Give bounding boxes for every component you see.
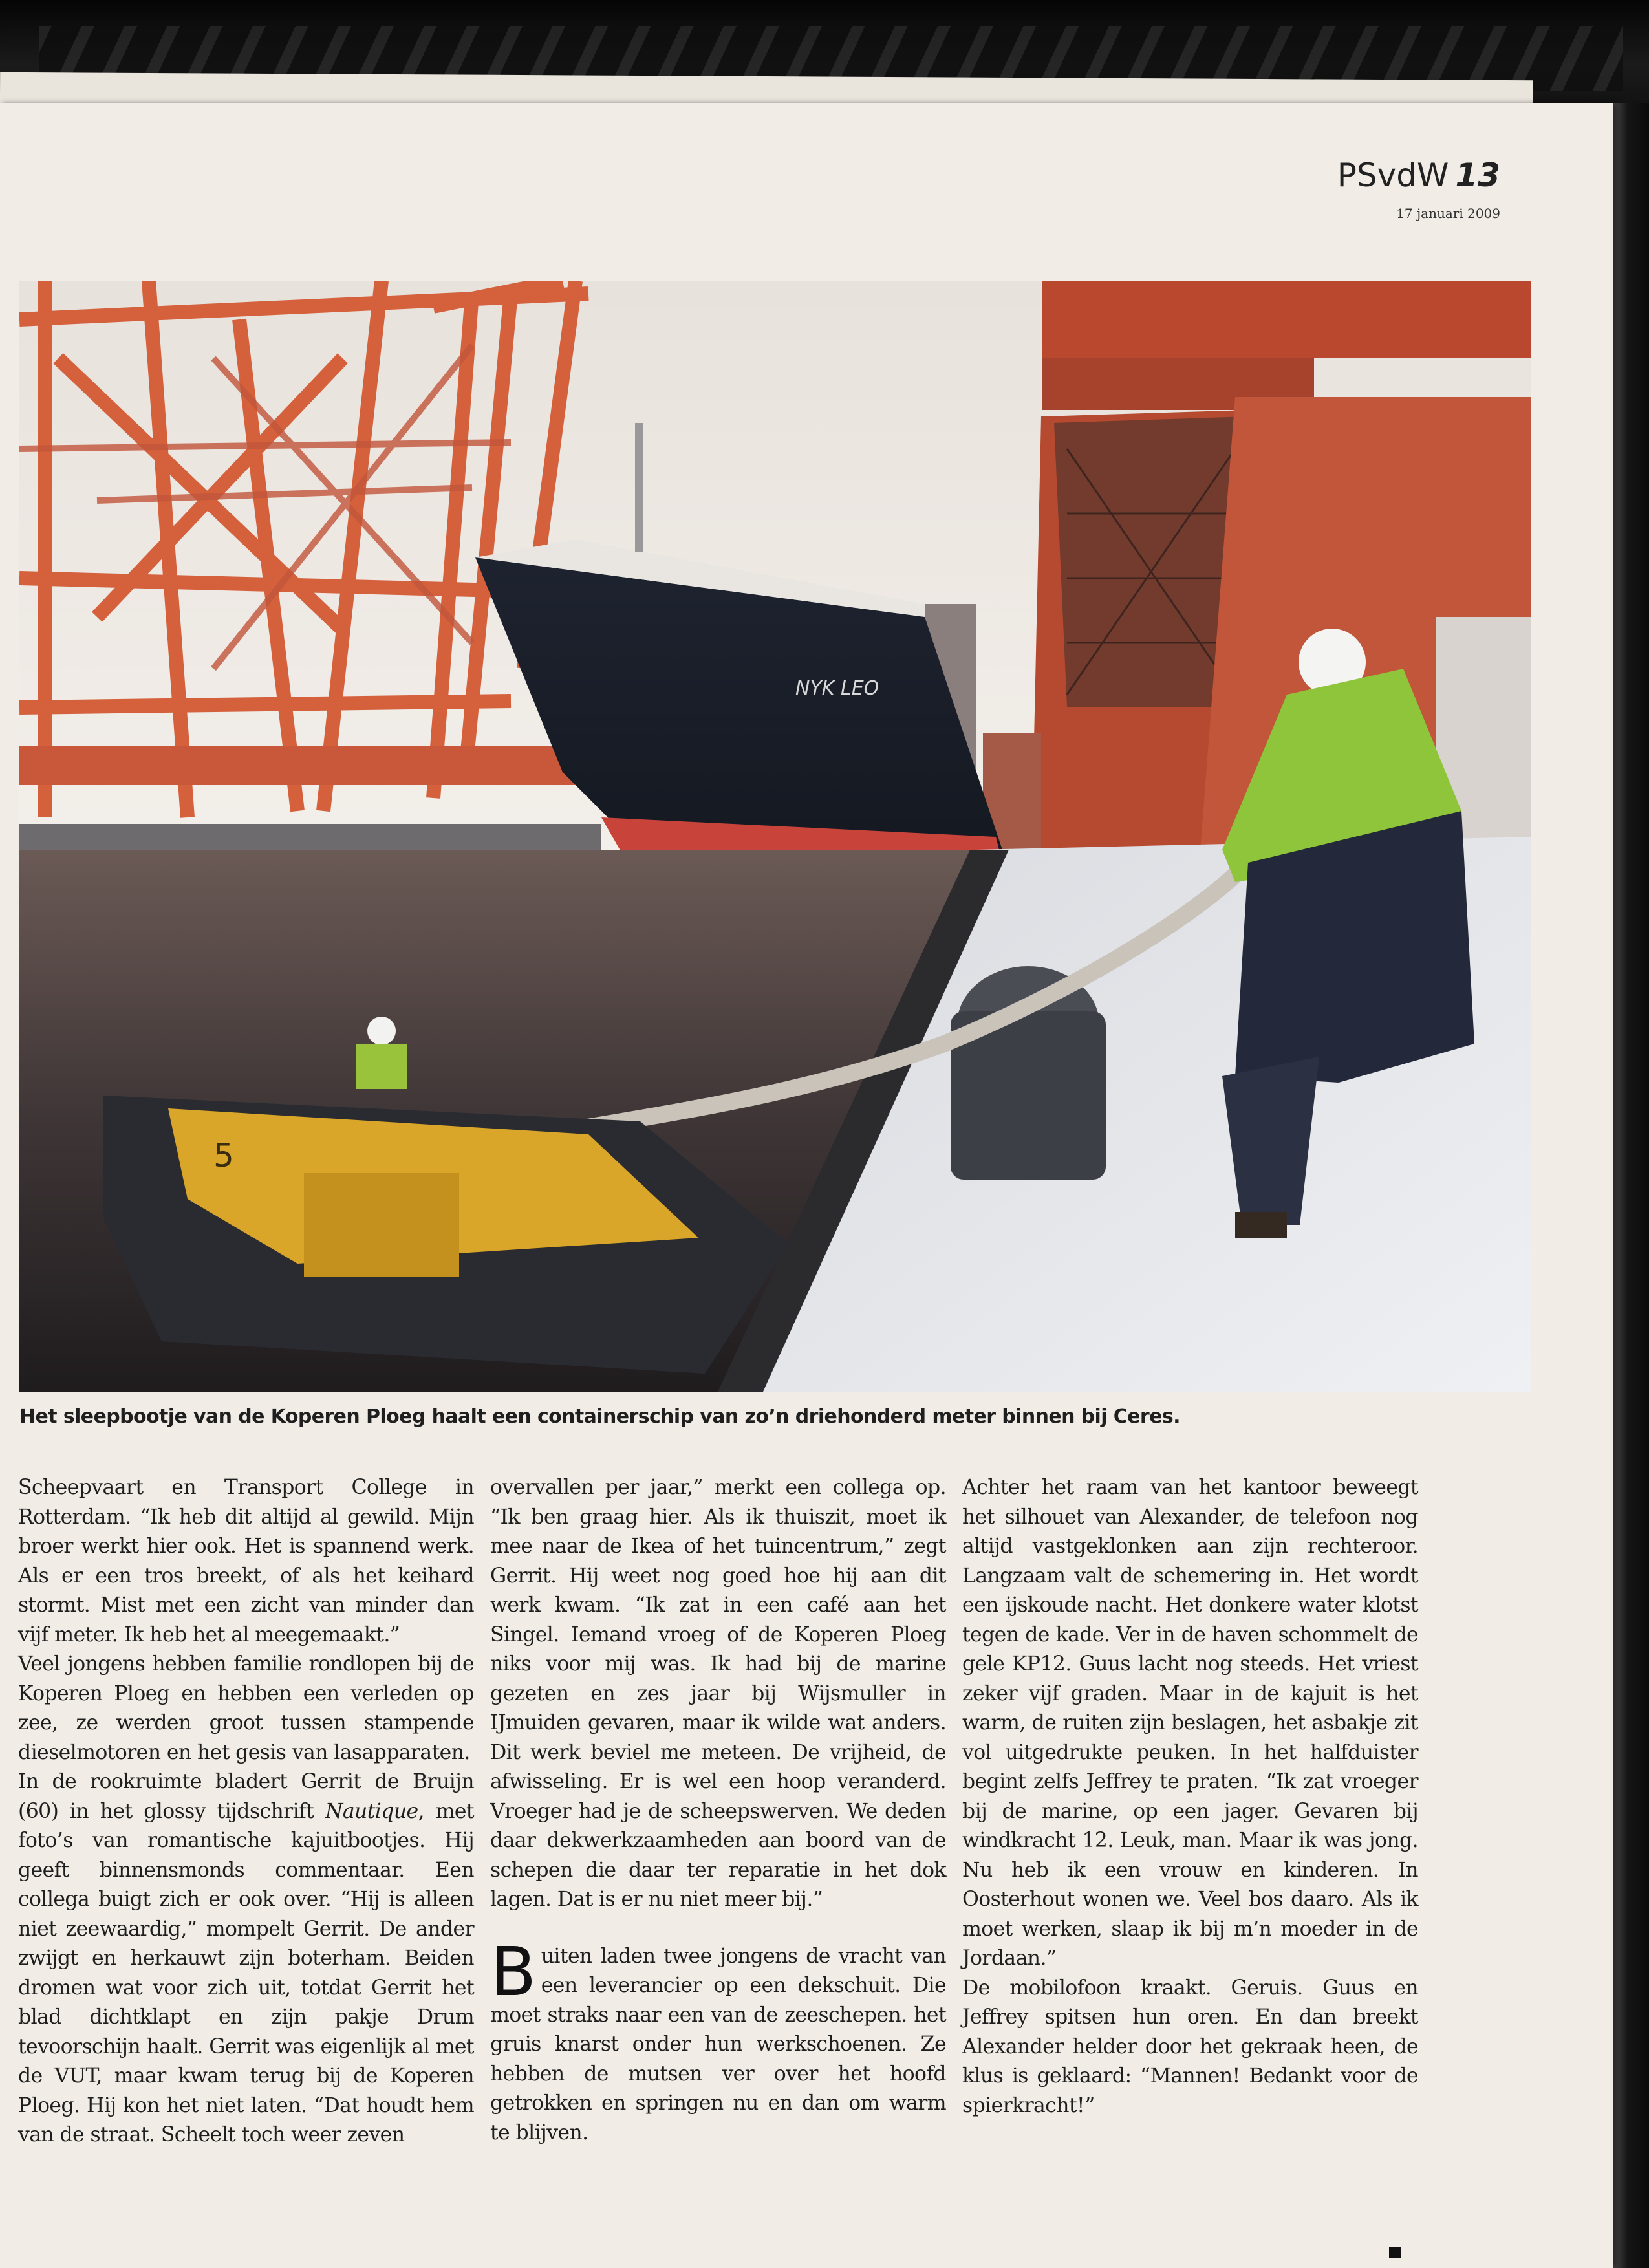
drop-cap: B bbox=[490, 1932, 536, 2011]
paragraph bbox=[490, 1932, 946, 2148]
ship-name: NYK LEO bbox=[795, 677, 879, 700]
harbour-photo bbox=[19, 281, 1531, 1392]
article-column-1 bbox=[18, 1473, 474, 2150]
paragraph-text: uiten laden twee jongens de vracht van een leverancier op een dekschuit. Die moet straks naar een van de zeeschepen. het gruis knarst onder hun werkschoenen. Ze hebben de mutsen ver over het hoofd getrokken en springen nu en dan om warm te blijven. bbox=[490, 1944, 946, 2144]
article-column-3 bbox=[962, 1473, 1418, 2121]
issue-date: 17 januari 2009 bbox=[1396, 206, 1500, 221]
header-brand: PSvdW bbox=[1337, 157, 1449, 194]
paragraph: overvallen per jaar,” merkt een collega op. “Ik ben graag hier. Als ik thuiszit, moet ik mee naar de Ikea of het tuincentrum,” zegt Gerrit. Hij weet nog goed hoe hij aan dit werk kwam. “Ik zat in een café aan het Singel. Iemand vroeg of de Koperen Ploeg niks voor mij was. Ik had bij de marine gezeten en zes jaar bij Wijsmuller in IJmuiden gevaren, maar ik wilde wat anders. Dit werk beviel me meteen. De vrijheid, de afwisseling. Er is wel een hoop veranderd. Vroeger had je de scheepswerven. We deden daar dekwerkzaamheden aan boord van de schepen die daar ter reparatie in het dok lagen. Dat is er nu niet meer bij.” bbox=[490, 1476, 946, 1911]
binder-right-edge bbox=[1613, 103, 1649, 2268]
paragraph: Veel jongens hebben familie rondlopen bij de Koperen Ploeg en hebben een verleden op zee, ze werden groot tussen stampende dieselmotoren en het gesis van lasapparaten. bbox=[18, 1652, 474, 1764]
article-column-2 bbox=[490, 1473, 946, 2148]
paragraph bbox=[18, 1767, 474, 2150]
harbour-photo-illustration bbox=[19, 281, 1531, 1392]
paragraph: De mobilofoon kraakt. Geruis. Guus en Jeffrey spitsen hun oren. En dan breekt Alexander helder door het gekraak heen, de klus is geklaard: “Mannen! Bedankt voor de spierkracht!” bbox=[962, 1976, 1418, 2117]
paragraph: Scheepvaart en Transport College in Rotterdam. “Ik heb dit altijd al gewild. Mijn broer werkt hier ook. Het is spannend werk. Als er een tros breekt, of als het keihard stormt. Mist met een zicht van minder dan vijf meter. Ik heb het al meegemaakt.” bbox=[18, 1476, 474, 1647]
paragraph-text: In de rookruimte bladert Gerrit de Bruijn (60) in het glossy tijdschrift bbox=[18, 1770, 474, 1823]
paragraph: Achter het raam van het kantoor beweegt het silhouet van Alexander, de telefoon nog altijd vastgeklonken aan zijn rechteroor. Langzaam valt de schemering in. Het wordt een ijskoude nacht. Het donkere water klotst tegen de kade. Ver in de haven schommelt de gele KP12. Guus lacht nog steeds. Het vriest zeker vijf graden. Maar in de kajuit is het warm, de ruiten zijn beslagen, het asbakje zit vol uitgedrukte peuken. In het halfduister begint zelfs Jeffrey te praten. “Ik zat vroeger bij de marine, op een jager. Gevaren bij windkracht 12. Leuk, man. Maar ik was jong. Nu heb ik een vrouw en kinderen. In Oosterhout wonen we. Veel bos daaro. Als ik moet werken, slaap ik bij m’n moeder in de Jordaan.” bbox=[962, 1476, 1418, 1970]
page-header bbox=[1337, 157, 1500, 194]
newspaper-page bbox=[0, 103, 1613, 2268]
magazine-title: Nautique bbox=[325, 1799, 418, 1823]
tug-number: 5 bbox=[213, 1137, 234, 1174]
end-of-article-mark bbox=[1389, 2247, 1401, 2258]
page-number: 13 bbox=[1455, 157, 1500, 194]
photo-caption: Het sleepbootje van de Koperen Ploeg haalt een containerschip van zo’n driehonderd meter binnen bij Ceres. bbox=[19, 1405, 1180, 1428]
paragraph-text: , met foto’s van romantische kajuitbootjes. Hij geeft binnensmonds commentaar. Een collega buigt zich er ook over. “Hij is alleen niet zeewaardig,” mompelt Gerrit. De ander zwijgt en herkauwt zijn boterham. Beiden dromen wat voor zich uit, totdat Gerrit het blad dichtklapt en zijn pakje Drum tevoorschijn haalt. Gerrit was eigenlijk al met de VUT, maar kwam terug bij de Koperen Ploeg. Hij kon het niet laten. “Dat houdt hem van de straat. Scheelt toch weer zeven bbox=[18, 1799, 474, 2146]
